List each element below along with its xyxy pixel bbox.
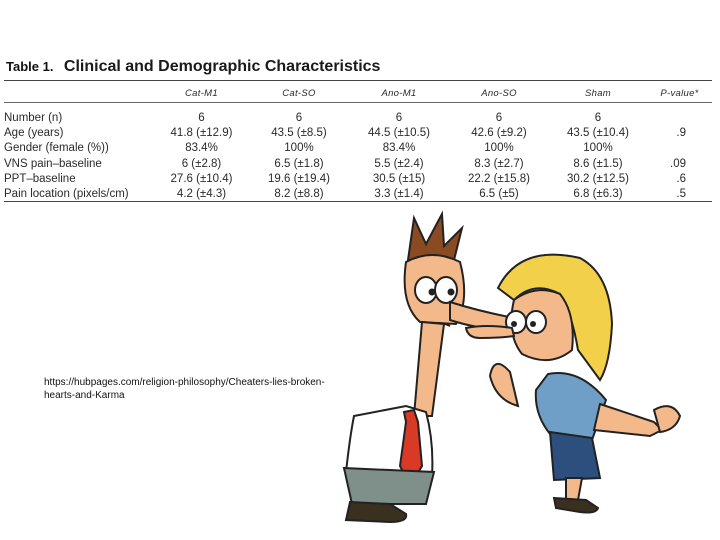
table-cell: 43.5 (±10.4) bbox=[567, 126, 629, 139]
table-cell: 8.3 (±2.7) bbox=[474, 157, 524, 170]
table-cell: 4.2 (±4.3) bbox=[176, 188, 227, 201]
table-cell: 83.4% bbox=[185, 142, 218, 155]
table-top-rule bbox=[4, 80, 712, 81]
table-cell: .09 bbox=[670, 157, 686, 170]
column-header: Cat-M1 bbox=[185, 87, 218, 99]
table-heading: Clinical and Demographic Characteristics bbox=[63, 58, 381, 75]
row-label: PPT–baseline bbox=[4, 172, 76, 185]
column-header bbox=[4, 84, 154, 106]
table-cell: 6 bbox=[594, 111, 602, 124]
table-cell: 6 bbox=[395, 111, 403, 124]
table-cell: 83.4% bbox=[382, 142, 416, 155]
table-cell: .5 bbox=[676, 188, 686, 201]
table-row bbox=[4, 141, 712, 156]
table-cell: 6.5 (±1.8) bbox=[274, 157, 324, 170]
table-cell: 41.8 (±12.9) bbox=[170, 126, 233, 139]
man-hair bbox=[408, 214, 462, 260]
table-cell: 42.6 (±9.2) bbox=[471, 126, 527, 139]
table-cell: 6 bbox=[495, 111, 503, 124]
column-header: Cat-SO bbox=[282, 87, 316, 99]
row-label: Age (years) bbox=[4, 126, 64, 139]
table-cell bbox=[647, 141, 712, 156]
column-header: P-value* bbox=[660, 87, 699, 99]
table-cell: 100% bbox=[484, 142, 514, 155]
table-cell: .6 bbox=[676, 172, 686, 185]
row-label: VNS pain–baseline bbox=[4, 157, 102, 170]
source-caption: https://hubpages.com/religion-philosophy/Cheaters-lies-broken-hearts-and-Karma bbox=[44, 377, 325, 401]
row-label: Pain location (pixels/cm) bbox=[4, 188, 129, 201]
characteristics-table bbox=[4, 84, 712, 202]
table-header-row bbox=[4, 84, 712, 106]
woman-shoe bbox=[554, 498, 598, 513]
table-cell: 3.3 (±1.4) bbox=[374, 188, 424, 201]
cartoon-illustration bbox=[310, 204, 710, 540]
row-label: Gender (female (%)) bbox=[4, 142, 109, 155]
table-cell: 43.5 (±8.5) bbox=[271, 126, 327, 139]
table-cell: 19.6 (±19.4) bbox=[268, 172, 330, 185]
woman-figure bbox=[466, 255, 680, 513]
table-cell: 6 bbox=[295, 111, 303, 124]
column-header: Ano-M1 bbox=[381, 87, 417, 99]
table-cell: 6 bbox=[198, 111, 205, 124]
table-cell: 30.2 (±12.5) bbox=[567, 172, 629, 185]
man-neck bbox=[414, 322, 444, 416]
table-cell: 8.2 (±8.8) bbox=[274, 188, 324, 201]
table-cell: 27.6 (±10.4) bbox=[170, 172, 233, 185]
table-cell: 100% bbox=[284, 142, 314, 155]
column-header: Ano-SO bbox=[481, 87, 517, 99]
row-label: Number (n) bbox=[4, 111, 63, 124]
column-header: Sham bbox=[584, 87, 612, 99]
table-cell: .9 bbox=[676, 126, 686, 139]
woman-eye-right bbox=[526, 311, 546, 333]
table-row bbox=[4, 186, 712, 201]
table-row bbox=[4, 171, 712, 186]
table-row bbox=[4, 156, 712, 171]
table-cell: 44.5 (±10.5) bbox=[368, 126, 430, 139]
table-cell: 6.5 (±5) bbox=[479, 188, 519, 201]
table-cell: 6.8 (±6.3) bbox=[573, 188, 623, 201]
table-cell: 5.5 (±2.4) bbox=[374, 157, 424, 170]
table-cell: 22.2 (±15.8) bbox=[468, 172, 530, 185]
table-label: Table 1. bbox=[6, 59, 54, 74]
table-row bbox=[4, 125, 712, 140]
table-cell: 30.5 (±15) bbox=[372, 172, 426, 185]
table-title bbox=[6, 58, 380, 76]
table-cell: 100% bbox=[583, 142, 613, 155]
woman-hand-left bbox=[490, 364, 518, 406]
table-cell bbox=[647, 106, 712, 125]
man-pants bbox=[344, 468, 434, 504]
woman-nose bbox=[466, 326, 514, 338]
woman-legs bbox=[566, 478, 582, 500]
woman-arm-right bbox=[594, 404, 662, 436]
table-cell: 8.6 (±1.5) bbox=[573, 157, 623, 170]
table-row bbox=[4, 106, 712, 125]
table-cell: 6 (±2.8) bbox=[181, 157, 222, 170]
woman-skirt bbox=[550, 432, 600, 480]
